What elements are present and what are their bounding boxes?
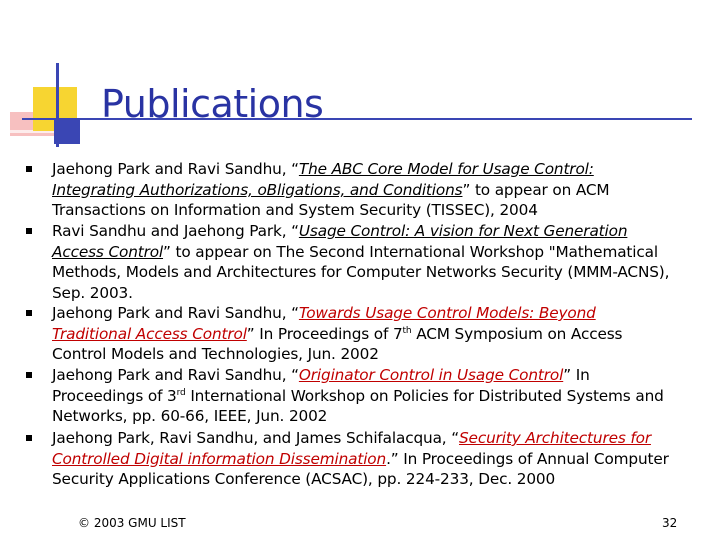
publication-item [52,428,712,490]
square-bullet-icon [26,166,32,172]
publication-title-link[interactable]: The ABC Core Model for Usage Control: [298,160,594,178]
publication-title-link[interactable]: Originator Control in Usage Control [298,366,564,384]
publication-title-link[interactable]: Traditional Access Control [52,324,247,343]
publication-venue: Security Applications Conference (ACSAC), pp. 224-233, Dec. 2000 [52,470,556,488]
ordinal-suffix: rd [176,387,186,398]
publication-title-link[interactable]: Controlled Digital information Dissemination [52,449,387,468]
publication-item [52,221,712,303]
publication-authors: Jaehong Park, Ravi Sandhu, and James Schifalacqua, “ [52,429,459,447]
publication-venue: .” In Proceedings of Annual Computer [386,449,669,468]
footer-copyright: © 2003 GMU LIST [78,516,186,530]
publication-venue: ” In Proceedings of 7 [246,324,403,343]
publication-title-link[interactable]: Security Architectures for [459,429,651,447]
publication-venue: ” to appear on The Second International Workshop "Mathematical [163,242,658,261]
square-bullet-icon [26,228,32,234]
publication-title-link[interactable]: Towards Usage Control Models: Beyond [298,304,596,322]
publication-venue: ” to appear on ACM [462,180,610,199]
square-bullet-icon [26,310,32,316]
publication-item [52,365,712,427]
publication-authors: Ravi Sandhu and Jaehong Park, “ [52,222,299,240]
publication-venue: Proceedings of 3 [52,386,177,405]
publication-venue: Networks, pp. 60-66, IEEE, Jun. 2002 [52,407,328,425]
publication-title-link[interactable]: Integrating Authorizations, oBligations, and Conditions [52,180,463,199]
slide-title: Publications [101,82,324,126]
square-bullet-icon [26,372,32,378]
publication-venue: Sep. 2003. [52,283,133,302]
publication-venue: ACM Symposium on Access [411,324,623,343]
publication-title-link[interactable]: Access Control [52,242,164,261]
publication-item [52,159,712,221]
publication-venue: Control Models and Technologies, Jun. 2002 [52,345,379,363]
square-bullet-icon [26,435,32,441]
page-number: 32 [662,516,678,530]
publication-authors: Jaehong Park and Ravi Sandhu, “ [52,366,299,384]
publication-venue: Transactions on Information and System Security (TISSEC), 2004 [52,201,538,219]
publication-venue: ” In [563,366,590,384]
publication-authors: Jaehong Park and Ravi Sandhu, “ [52,160,299,178]
publication-venue: Methods, Models and Architectures for Computer Networks Security (MMM-ACNS), [52,263,670,281]
publication-venue: International Workshop on Policies for Distributed Systems and [185,386,664,405]
publication-authors: Jaehong Park and Ravi Sandhu, “ [52,304,299,322]
publication-item [52,303,712,365]
publication-title-link[interactable]: Usage Control: A vision for Next Generation [298,222,628,240]
ordinal-suffix: th [402,325,412,336]
